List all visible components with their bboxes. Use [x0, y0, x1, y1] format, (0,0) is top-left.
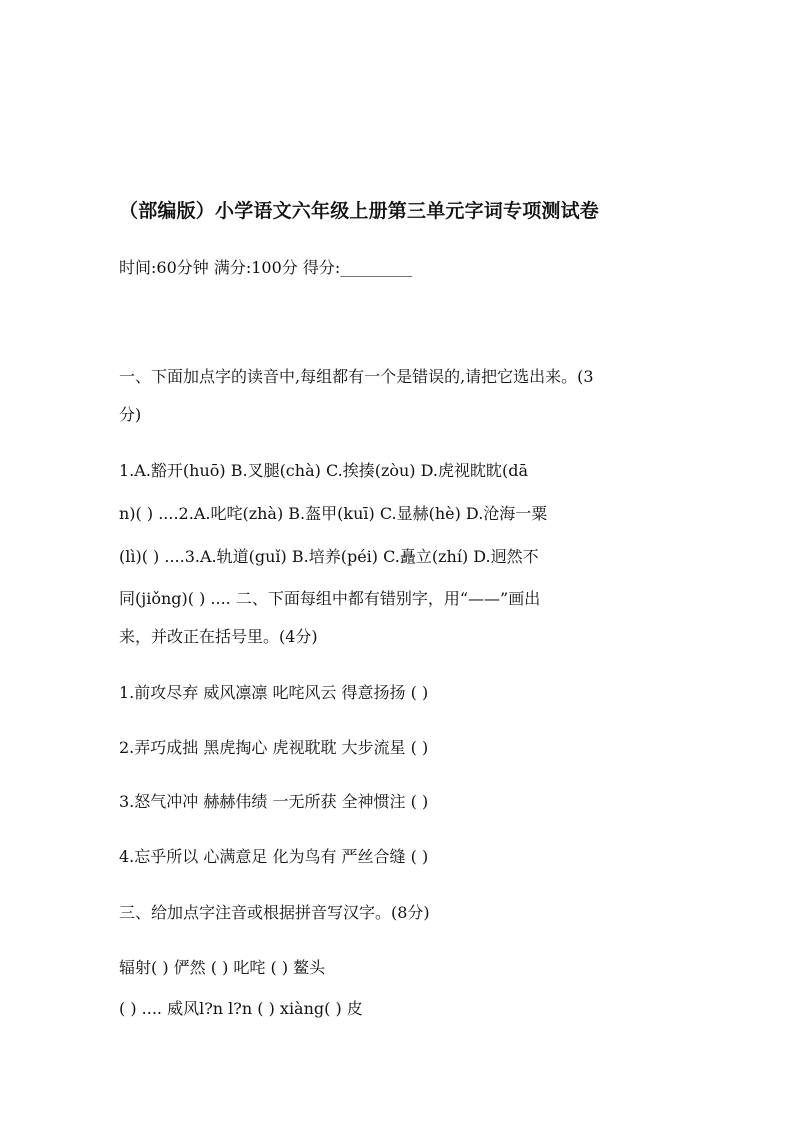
question-1-line-4: 同(jiǒng)( ) .... 二、下面每组中都有错别字，用“——”画出: [119, 589, 541, 608]
question-1-line-1: 1.A.豁开(huō) B.叉腿(chà) C.挨揍(zòu) D.虎视眈眈(dā: [119, 461, 529, 480]
section-2-item-2: 2.弄巧成拙 黑虎掏心 虎视耽耽 大步流星 ( ): [119, 738, 429, 757]
question-1-line-5: 来，并改正在括号里。(4分): [119, 627, 318, 646]
section-1-heading-line-2: 分): [119, 405, 142, 424]
question-1-line-2: n)( ) ....2.A.叱咤(zhà) B.盔甲(kuī) C.显赫(hè) D.沧海一粟: [119, 504, 548, 523]
section-1-heading-line-1: 一、下面加点字的读音中,每组都有一个是错误的,请把它选出来。(3: [119, 367, 594, 386]
question-1-line-3: (lì)( ) ....3.A.轨道(guǐ) B.培养(péi) C.矗立(zhí) D.迥然不: [119, 547, 539, 566]
section-3-line-2: ( ) .... 威风l?n l?n ( ) xiàng( ) 皮: [119, 999, 363, 1018]
section-2-item-3: 3.怒气冲冲 赫赫伟绩 一无所获 全神惯注 ( ): [119, 792, 429, 811]
section-3-line-1: 辐射( ) 俨然 ( ) 叱咤 ( ) 鳌头: [119, 958, 326, 977]
section-2-item-4: 4.忘乎所以 心满意足 化为鸟有 严丝合缝 ( ): [119, 847, 429, 866]
exam-meta: 时间:60分钟 满分:100分 得分:_________: [119, 258, 413, 277]
section-3-heading: 三、给加点字注音或根据拼音写汉字。(8分): [119, 903, 430, 922]
section-2-item-1: 1.前攻尽弃 威风凛凛 叱咤风云 得意扬扬 ( ): [119, 683, 429, 702]
page-title: （部编版）小学语文六年级上册第三单元字词专项测试卷: [119, 200, 600, 222]
